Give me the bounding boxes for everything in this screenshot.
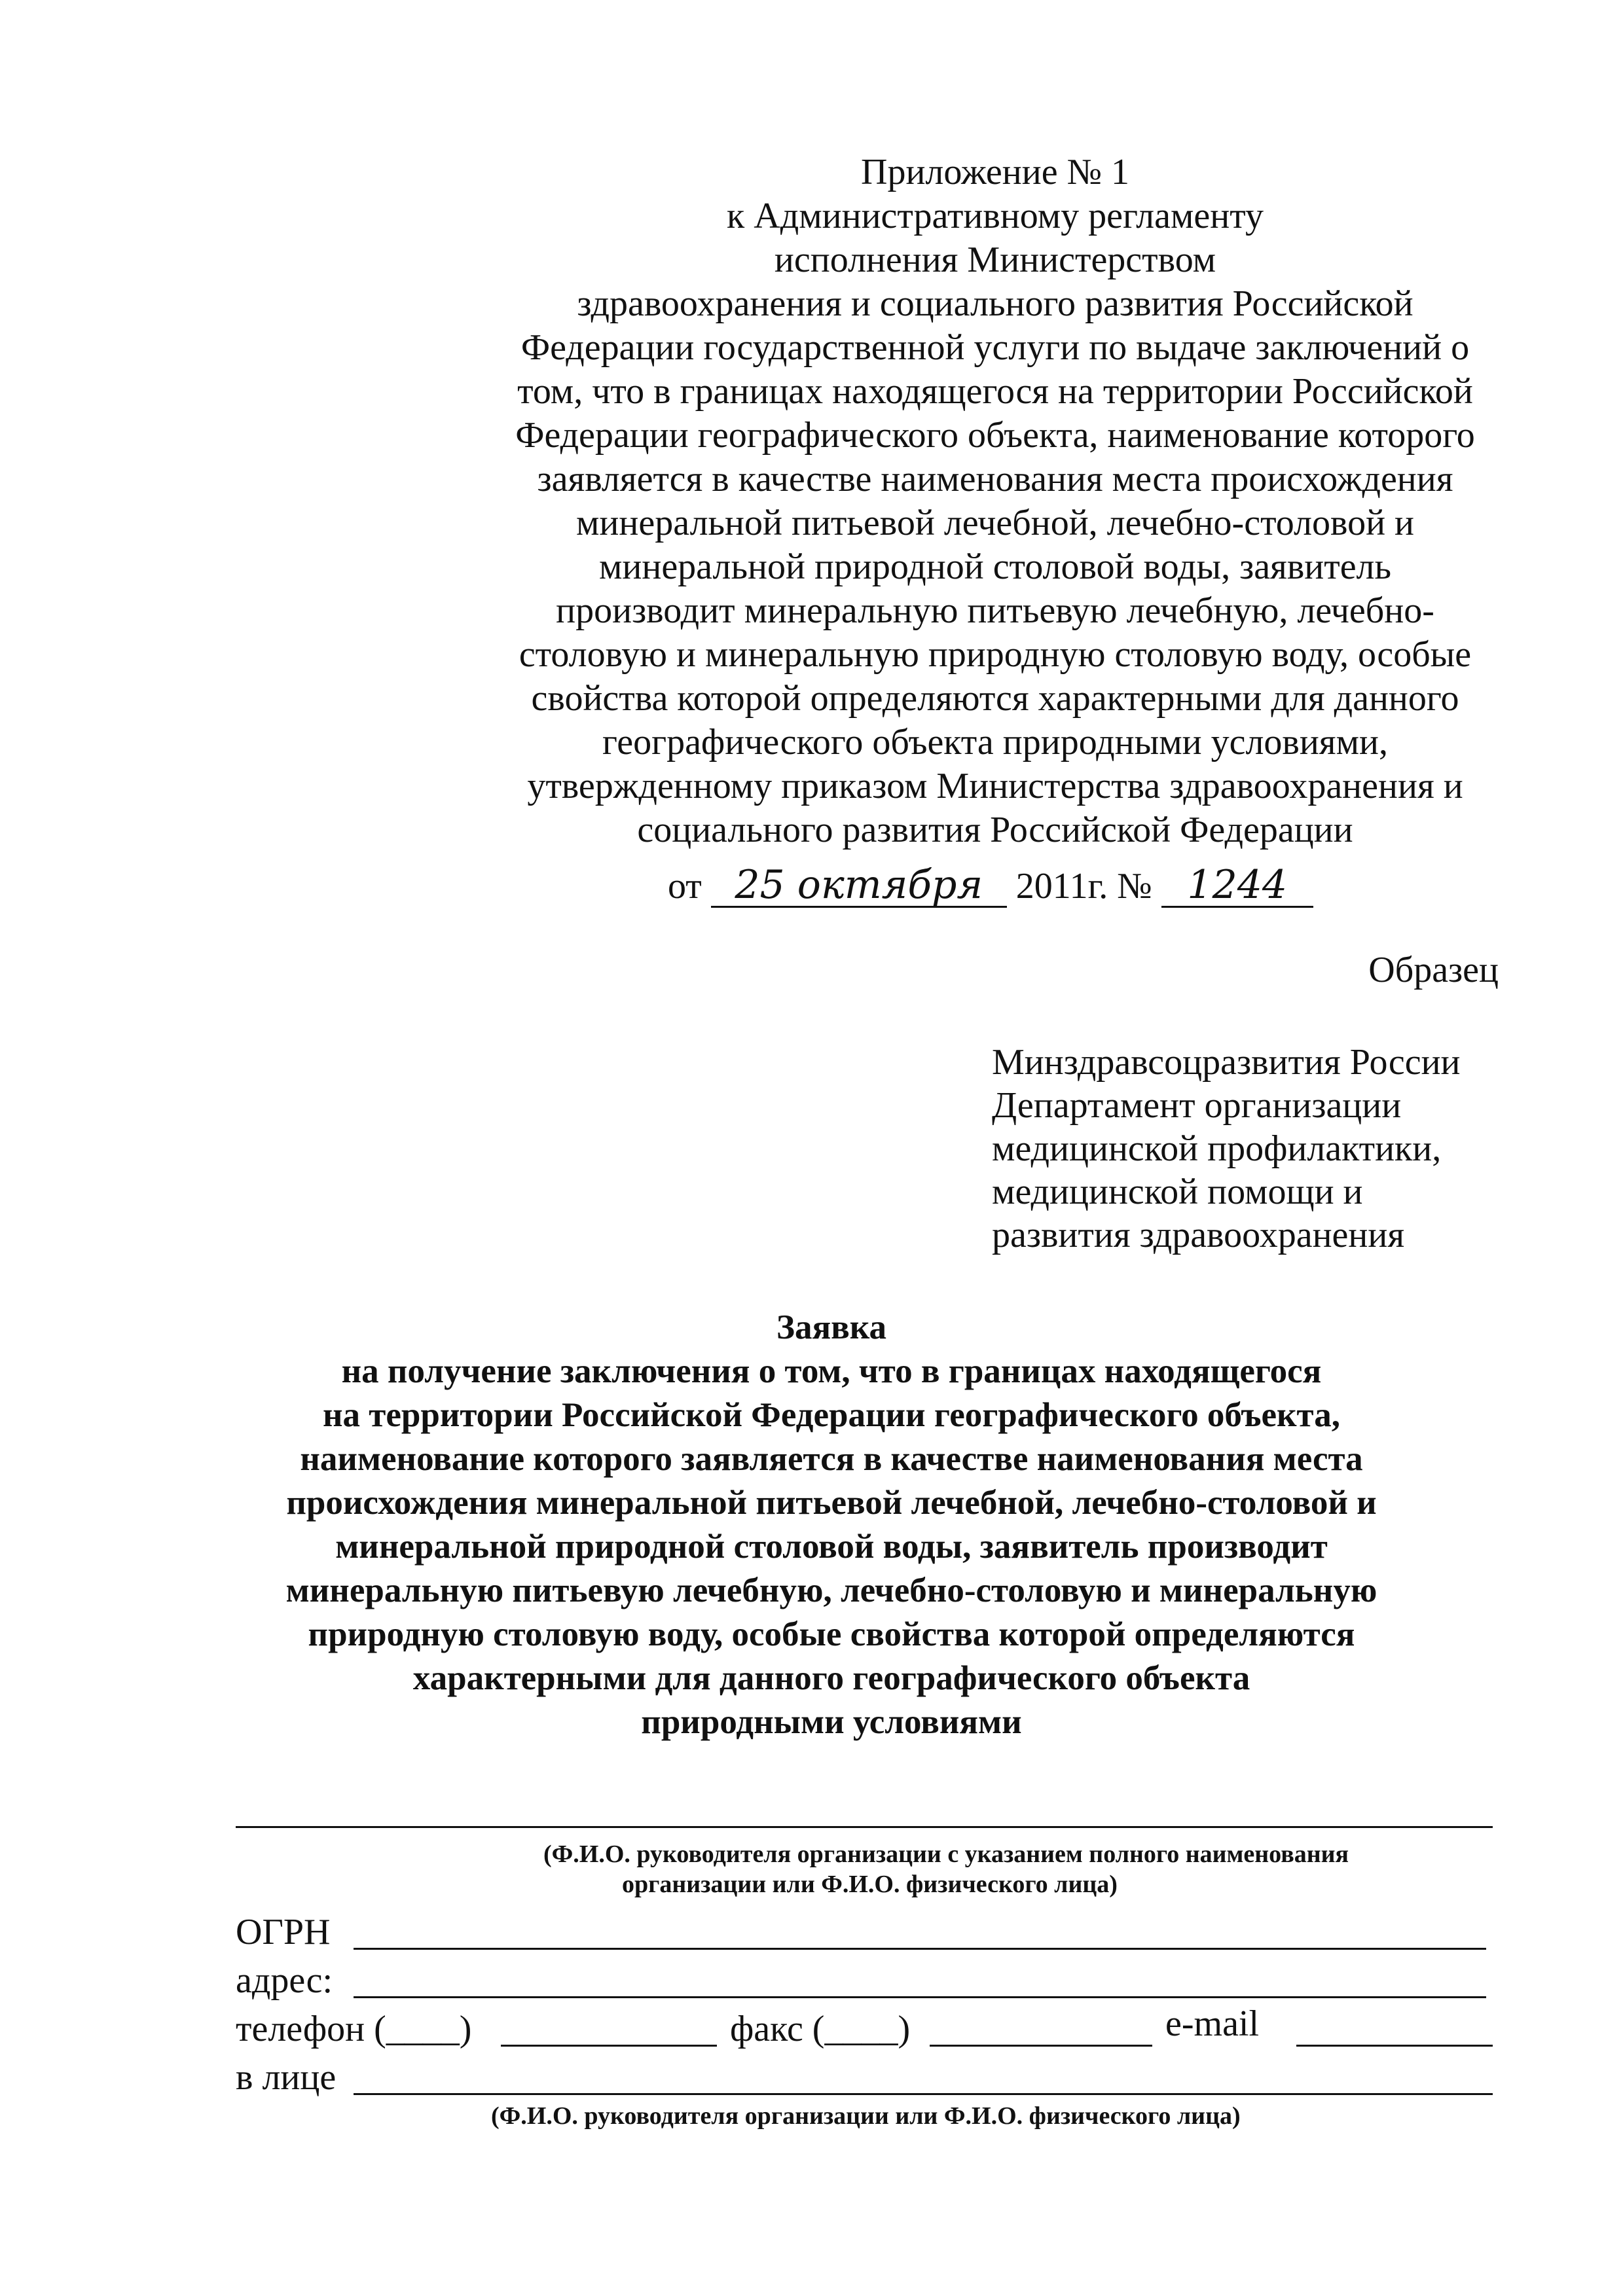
phone-label: телефон (____) bbox=[236, 2009, 472, 2049]
name-caption-2: организации или Ф.И.О. физического лица) bbox=[622, 1871, 1118, 1898]
appendix-header bbox=[484, 151, 1506, 852]
order-date-line bbox=[668, 864, 1313, 908]
appendix-line: Федерации географического объекта, наименование которого bbox=[515, 415, 1475, 456]
recipient-line: медицинской помощи и bbox=[992, 1172, 1363, 1212]
appendix-line: исполнения Министерством bbox=[774, 240, 1216, 280]
fax-label: факс (____) bbox=[730, 2009, 911, 2049]
title-line: природными условиями bbox=[641, 1703, 1022, 1741]
year-number-text: 2011г. № bbox=[1015, 866, 1152, 906]
appendix-line: к Административному регламенту bbox=[727, 196, 1264, 236]
title-line: природную столовую воду, особые свойства которой определяются bbox=[308, 1615, 1355, 1653]
name-caption-1: (Ф.И.О. руководителя организации с указанием полного наименования bbox=[543, 1840, 1349, 1868]
person-caption: (Ф.И.О. руководителя организации или Ф.И.О. физического лица) bbox=[491, 2102, 1241, 2130]
recipient-line: Минздравсоцразвития России bbox=[992, 1042, 1461, 1083]
email-field-line[interactable] bbox=[1296, 2045, 1493, 2047]
recipient-line: медицинской профилактики, bbox=[992, 1128, 1442, 1169]
appendix-line: Приложение № 1 bbox=[861, 152, 1129, 192]
person-label: в лице bbox=[236, 2057, 337, 2098]
appendix-line: географического объекта природными условиями, bbox=[602, 722, 1388, 762]
appendix-line: социального развития Российской Федерации bbox=[637, 810, 1353, 850]
title-line: характерными для данного географического объекта bbox=[412, 1659, 1250, 1697]
person-field-line[interactable] bbox=[354, 2093, 1493, 2095]
appendix-line: здравоохранения и социального развития Российской bbox=[577, 283, 1413, 324]
name-field-line[interactable] bbox=[236, 1826, 1493, 1828]
appendix-line: минеральной питьевой лечебной, лечебно-столовой и bbox=[575, 503, 1414, 543]
title-line: минеральной природной столовой воды, заявитель производит bbox=[335, 1528, 1328, 1566]
date-prefix: от bbox=[668, 866, 702, 906]
handwritten-date: 25 октября bbox=[711, 864, 1007, 908]
appendix-line: минеральной природной столовой воды, заявитель bbox=[598, 547, 1392, 587]
handwritten-number: 1244 bbox=[1161, 864, 1313, 908]
ogrn-field-line[interactable] bbox=[354, 1948, 1486, 1950]
application-title bbox=[223, 1306, 1440, 1744]
title-line: на получение заключения о том, что в границах находящегося bbox=[341, 1352, 1322, 1390]
title-line: на территории Российской Федерации географического объекта, bbox=[323, 1396, 1340, 1434]
appendix-line: том, что в границах находящегося на территории Российской bbox=[517, 371, 1473, 412]
ogrn-label: ОГРН bbox=[236, 1912, 331, 1952]
appendix-line: свойства которой определяются характерными для данного bbox=[531, 678, 1459, 719]
appendix-line: Федерации государственной услуги по выдаче заключений о bbox=[520, 327, 1470, 368]
phone-field-line[interactable] bbox=[501, 2045, 717, 2047]
title-line: происхождения минеральной питьевой лечебной, лечебно-столовой и bbox=[286, 1484, 1377, 1522]
title-line: минеральную питьевую лечебную, лечебно-столовую и минеральную bbox=[285, 1571, 1377, 1609]
appendix-line: столовую и минеральную природную столовую воду, особые bbox=[519, 634, 1472, 675]
appendix-line: утвержденному приказом Министерства здравоохранения и bbox=[527, 766, 1463, 806]
recipient-block bbox=[992, 1041, 1461, 1257]
title-line: наименование которого заявляется в качестве наименования места bbox=[300, 1440, 1363, 1478]
recipient-line: развития здравоохранения bbox=[992, 1215, 1405, 1255]
fax-field-line[interactable] bbox=[930, 2045, 1152, 2047]
appendix-line: производит минеральную питьевую лечебную, лечебно- bbox=[556, 590, 1434, 631]
recipient-line: Департамент организации bbox=[992, 1085, 1402, 1126]
address-label: адрес: bbox=[236, 1960, 333, 2001]
title-line: Заявка bbox=[776, 1308, 886, 1346]
email-label: e-mail bbox=[1165, 2003, 1260, 2044]
applicant-form bbox=[236, 1826, 1493, 2153]
appendix-line: заявляется в качестве наименования места происхождения bbox=[537, 459, 1453, 499]
address-field-line[interactable] bbox=[354, 1996, 1486, 1998]
sample-label: Образец bbox=[1368, 950, 1499, 990]
